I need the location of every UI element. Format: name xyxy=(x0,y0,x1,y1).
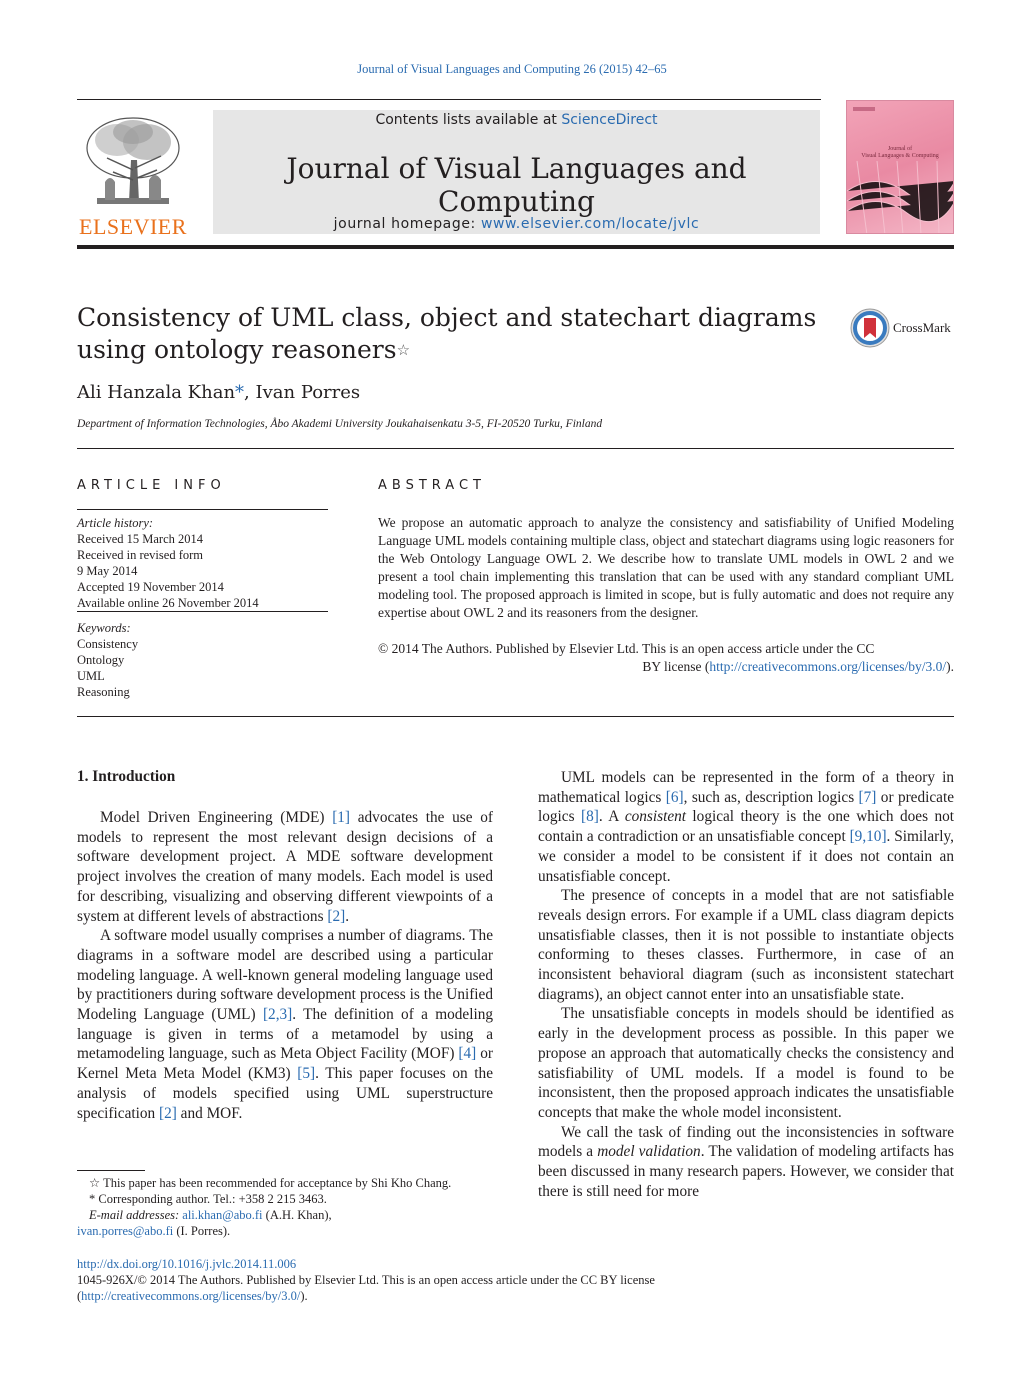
journal-title: Journal of Visual Languages and Computing xyxy=(286,152,747,218)
bottom-matter: http://dx.doi.org/10.1016/j.jvlc.2014.11.006 1045-926X/© 2014 The Authors. Published by Elsevier Ltd. This is an open access article under the CC BY license (http://creativecommons.org/licenses/by/3.0/). xyxy=(77,1256,954,1304)
citation-link[interactable]: [2] xyxy=(158,1104,177,1122)
body-right-column xyxy=(538,768,954,1201)
article-info-rule xyxy=(77,509,328,510)
cover-title: Journal of Visual Languages & Computing xyxy=(861,146,939,159)
affiliation: Department of Information Technologies, Åbo Akademi University Joukahaisenkatu 3-5, FI-20520 Turku, Finland xyxy=(77,418,603,430)
citation-link[interactable]: [2] xyxy=(327,907,346,925)
article-history: Article history: Received 15 March 2014 Received in revised form 9 May 2014 Accepted 19 November 2014 Available online 26 November 2014 xyxy=(77,515,328,611)
history-item: 9 May 2014 xyxy=(77,564,138,578)
elsevier-wordmark: ELSEVIER xyxy=(79,214,187,239)
paragraph: UML models can be represented in the form of a theory in mathematical logics [6], such as, description logics [7] or predicate logics [8]. A consistent logical theory is the one which does not contain a contradiction or an unsatisfiable concept [9,10]. Similarly, we consider a model to be consistent if it does not contain an unsatisfiable concept. xyxy=(538,769,954,885)
author-list xyxy=(77,382,360,403)
footnotes xyxy=(77,1175,497,1239)
author-khan[interactable]: Ali Hanzala Khan xyxy=(77,382,236,403)
section-rule xyxy=(77,448,954,449)
history-item: Received 15 March 2014 xyxy=(77,532,204,546)
title-footnote-star[interactable]: ☆ xyxy=(396,341,411,359)
keywords-rule xyxy=(77,611,328,612)
paragraph: We call the task of finding out the inconsistencies in software models a model validation. The validation of modeling artifacts has been discussed in many research papers. However, we consider that there is still need for more xyxy=(538,1123,954,1200)
license-link[interactable]: http://creativecommons.org/licenses/by/3.0/ xyxy=(709,659,947,674)
keyword-item: Reasoning xyxy=(77,685,130,699)
journal-homepage-line: journal homepage: www.elsevier.com/locate/jvlc xyxy=(333,216,700,232)
abstract-copyright: © 2014 The Authors. Published by Elsevier Ltd. This is an open access article under the CC BY license (http://creativecommons.org/licenses/by/3.0/). xyxy=(378,641,954,674)
history-item: Available online 26 November 2014 xyxy=(77,596,259,610)
citation-link[interactable]: [1] xyxy=(332,809,351,826)
citation-link[interactable]: [2,3] xyxy=(262,1006,293,1024)
cover-pattern xyxy=(847,101,954,234)
keyword-item: Consistency xyxy=(77,637,139,651)
crossmark-icon[interactable] xyxy=(850,308,890,348)
keywords: Keywords: Consistency Ontology UML Reasoning xyxy=(77,620,328,700)
doi-link[interactable]: http://dx.doi.org/10.1016/j.jvlc.2014.11.006 xyxy=(77,1257,297,1271)
header-rule xyxy=(77,99,821,100)
abstract-text: We propose an automatic approach to analyze the consistency and satisfiability of Unified Modeling Language UML models containing multiple class, object and statechart diagrams using logic reasoners for the Web Ontology Language OWL 2. We describe how to translate UML models in OWL 2 and we present a tool chain implementing this translation that can be used with any standard compliant UML modeling tool. The proposed approach is limited in scope, but is fully automatic and does not require any expertise about OWL 2 and its reasoners from the designer. xyxy=(378,515,954,620)
paragraph: The unsatisfiable concepts in models should be identified as early in the development process as possible. In this paper we propose an approach that automatically checks the consistency and satisfiability of UML models. If a model is found to be inconsistent, then the proposed approach indicates the unsatisfiable concepts that make the whole model inconsistent. xyxy=(538,1005,954,1121)
header-thick-rule xyxy=(77,245,954,249)
email-link-khan[interactable]: ali.khan@abo.fi xyxy=(182,1208,263,1222)
email-link-porres[interactable]: ivan.porres@abo.fi xyxy=(77,1224,174,1238)
journal-cover-image xyxy=(846,100,954,234)
footnote-emails-cont: ivan.porres@abo.fi (I. Porres). xyxy=(77,1224,231,1238)
footnote-rule xyxy=(77,1170,145,1171)
citation-link[interactable]: [6] xyxy=(665,788,684,806)
paragraph: Model Driven Engineering (MDE) [1] advocates the use of models to represent the most relevant design decisions of a software development project. A MDE software development project involves the creation of many models. Each model is used for describing, visualizing and observing different viewpoints of a system at different levels of abstractions [2]. xyxy=(77,809,493,925)
contents-available-line: Contents lists available at ScienceDirect xyxy=(375,112,658,128)
keyword-item: Ontology xyxy=(77,653,125,667)
section-title-introduction: 1. Introduction xyxy=(77,768,176,785)
article-title: Consistency of UML class, object and statechart diagrams using ontology reasoners☆ xyxy=(77,303,817,364)
body-left-column xyxy=(77,808,493,1123)
history-item: Received in revised form xyxy=(77,548,203,562)
abstract-rule xyxy=(77,716,954,717)
footnote-emails: E-mail addresses: ali.khan@abo.fi (A.H. Khan), xyxy=(89,1208,332,1222)
bottom-license-link[interactable]: http://creativecommons.org/licenses/by/3.0/ xyxy=(81,1289,301,1303)
author-porres[interactable]: , Ivan Porres xyxy=(244,382,361,403)
issn-line: 1045-926X/© 2014 The Authors. Published by Elsevier Ltd. This is an open access article under the CC BY license xyxy=(77,1273,655,1287)
citation-link[interactable]: [9,10] xyxy=(849,828,887,846)
corresponding-author-mark[interactable]: * xyxy=(235,382,245,403)
history-item: Accepted 19 November 2014 xyxy=(77,580,224,594)
journal-reference[interactable]: Journal of Visual Languages and Computing 26 (2015) 42–65 xyxy=(357,62,667,76)
article-info-heading: ARTICLE INFO xyxy=(77,478,226,493)
citation-link[interactable]: [8] xyxy=(580,808,599,826)
paragraph: A software model usually comprises a number of diagrams. The diagrams in a software model are described using a particular modeling language. A well-known general modeling language used by practitioners during software development process is the Unified Modeling Language (UML) [2,3]. The definition of a modeling language is given in terms of a metamodel by using a metamodeling language, such as Meta Object Facility (MOF) [4] or Kernel Meta Meta Model (KM3) [5]. This paper focuses on the analysis of models specified using UML superstructure specification [2] and MOF. xyxy=(77,927,493,1122)
keyword-item: UML xyxy=(77,669,105,683)
footnote-corresponding: * Corresponding author. Tel.: +358 2 215 3463. xyxy=(89,1192,327,1206)
footnote-recommendation: ☆ This paper has been recommended for acceptance by Shi Kho Chang. xyxy=(89,1176,452,1190)
abstract-heading: ABSTRACT xyxy=(378,478,486,493)
citation-link[interactable]: [5] xyxy=(297,1065,316,1083)
crossmark-label[interactable]: CrossMark xyxy=(893,320,951,335)
paragraph: The presence of concepts in a model that are not satisfiable reveals design errors. For example if a UML class diagram depicts unsatisfiable classes, then it is not possible to instantiate objects conforming to theses classes. Furthermore, in case of an inconsistent behavioral diagram (such as inconsistent statechart diagrams), an object cannot enter into an unsatisfiable state. xyxy=(538,887,954,1003)
journal-homepage-link[interactable]: www.elsevier.com/locate/jvlc xyxy=(480,216,700,232)
citation-link[interactable]: [7] xyxy=(858,788,877,806)
sciencedirect-link[interactable]: ScienceDirect xyxy=(561,112,658,128)
citation-link[interactable]: [4] xyxy=(458,1045,477,1063)
